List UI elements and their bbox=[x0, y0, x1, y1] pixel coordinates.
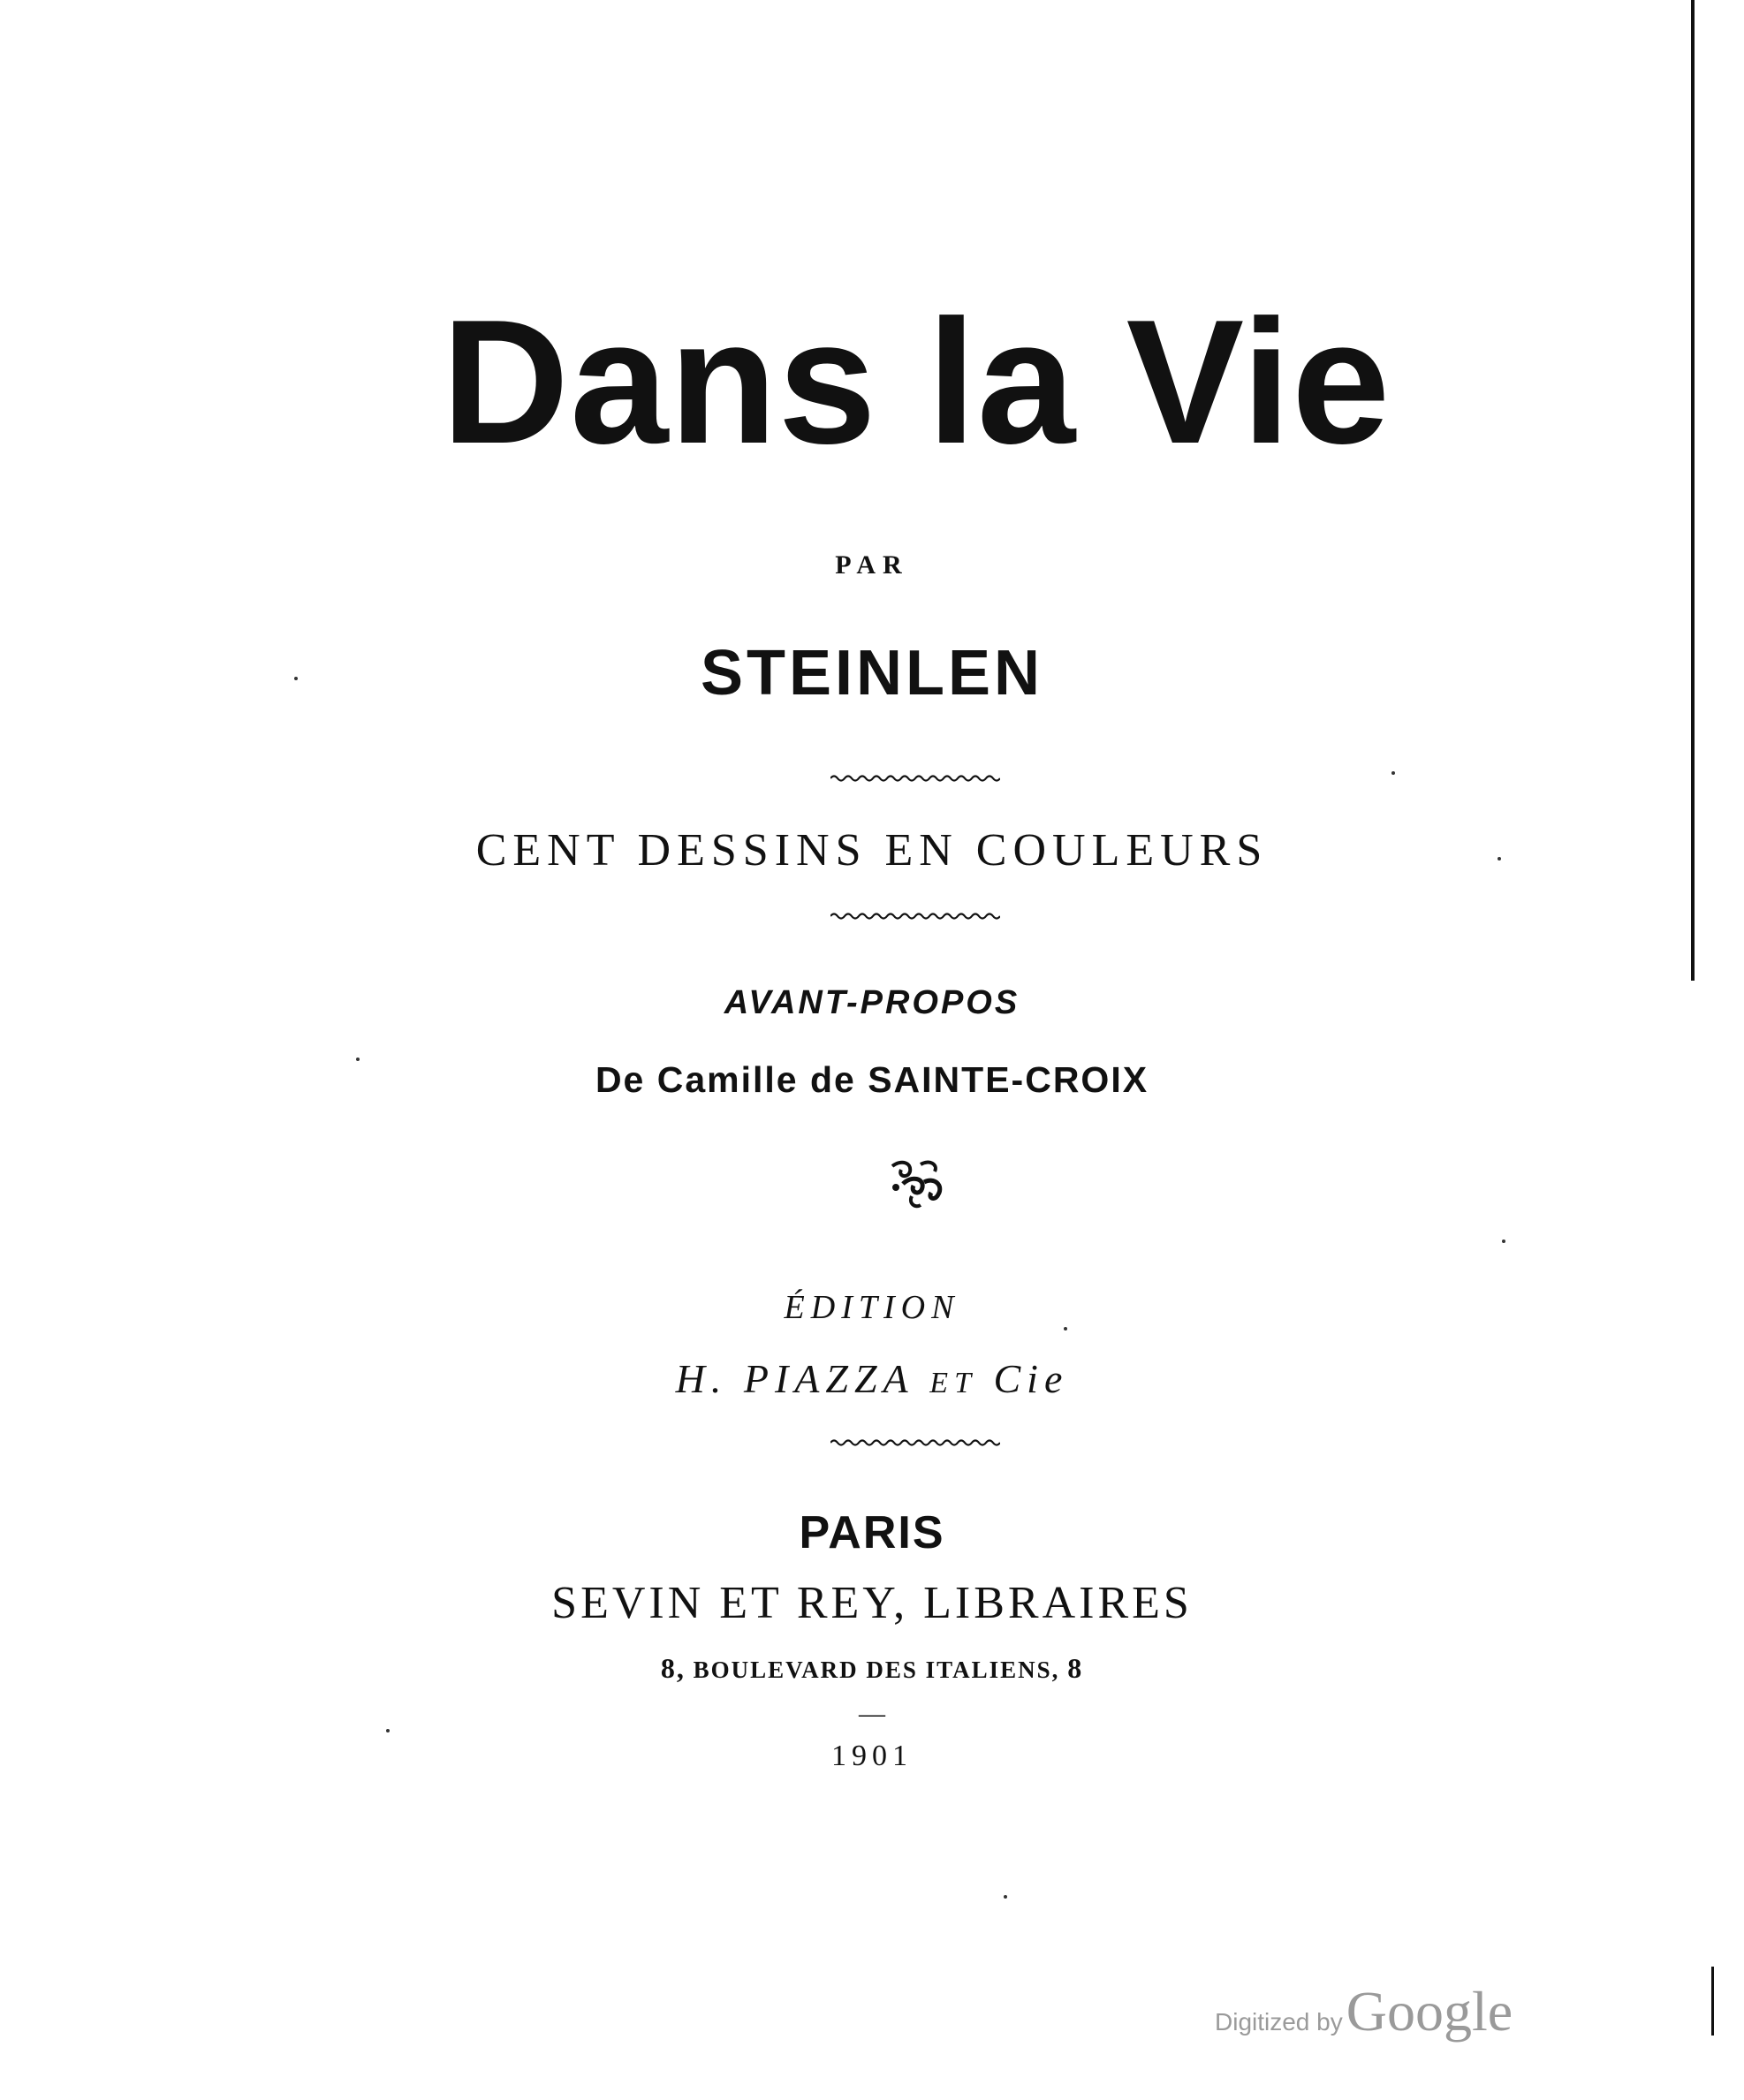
book-title: Dans la Vie bbox=[441, 284, 1391, 481]
wavy-rule-2 bbox=[830, 912, 1000, 921]
author-name: STEINLEN bbox=[700, 638, 1044, 709]
address-number-right: 8 bbox=[1067, 1652, 1084, 1684]
edition-label: ÉDITION bbox=[784, 1289, 960, 1326]
subtitle: CENT DESSINS EN COULEURS bbox=[475, 825, 1269, 876]
publisher-et: ET bbox=[929, 1367, 977, 1399]
address-street: BOULEVARD DES ITALIENS, bbox=[693, 1656, 1060, 1683]
wavy-rule-3 bbox=[830, 1438, 1000, 1447]
page-edge-bar-bottom bbox=[1711, 1967, 1714, 2036]
ink-speck bbox=[1064, 1327, 1067, 1331]
imprint-year: 1901 bbox=[831, 1740, 913, 1772]
ink-speck bbox=[294, 677, 298, 680]
watermark-prefix: Digitized by bbox=[1215, 2008, 1343, 2036]
ink-speck bbox=[1502, 1240, 1505, 1243]
wavy-rule-1 bbox=[830, 774, 1000, 783]
imprint-address bbox=[0, 1650, 1744, 1687]
imprint-city: PARIS bbox=[799, 1507, 945, 1558]
publisher-company: Cie bbox=[993, 1356, 1069, 1401]
byline-prefix: PAR bbox=[835, 550, 909, 580]
fleuron-ornament-icon bbox=[885, 1157, 947, 1210]
address-number-left: 8, bbox=[660, 1652, 686, 1684]
ink-speck bbox=[356, 1058, 360, 1061]
ink-speck bbox=[386, 1729, 390, 1732]
foreword-label: AVANT-PROPOS bbox=[724, 984, 1020, 1021]
ink-speck bbox=[1498, 857, 1501, 860]
ink-speck bbox=[1391, 771, 1395, 775]
imprint-dash: — bbox=[859, 1699, 885, 1728]
watermark-brand: Google bbox=[1346, 1980, 1513, 2043]
imprint-bookseller: SEVIN ET REY, LIBRAIRES bbox=[551, 1578, 1193, 1628]
publisher bbox=[0, 1353, 1744, 1410]
digitized-watermark bbox=[1215, 1979, 1586, 2050]
publisher-name: H. PIAZZA bbox=[675, 1356, 914, 1401]
ink-speck bbox=[1004, 1895, 1007, 1899]
foreword-author: De Camille de SAINTE-CROIX bbox=[595, 1059, 1149, 1100]
